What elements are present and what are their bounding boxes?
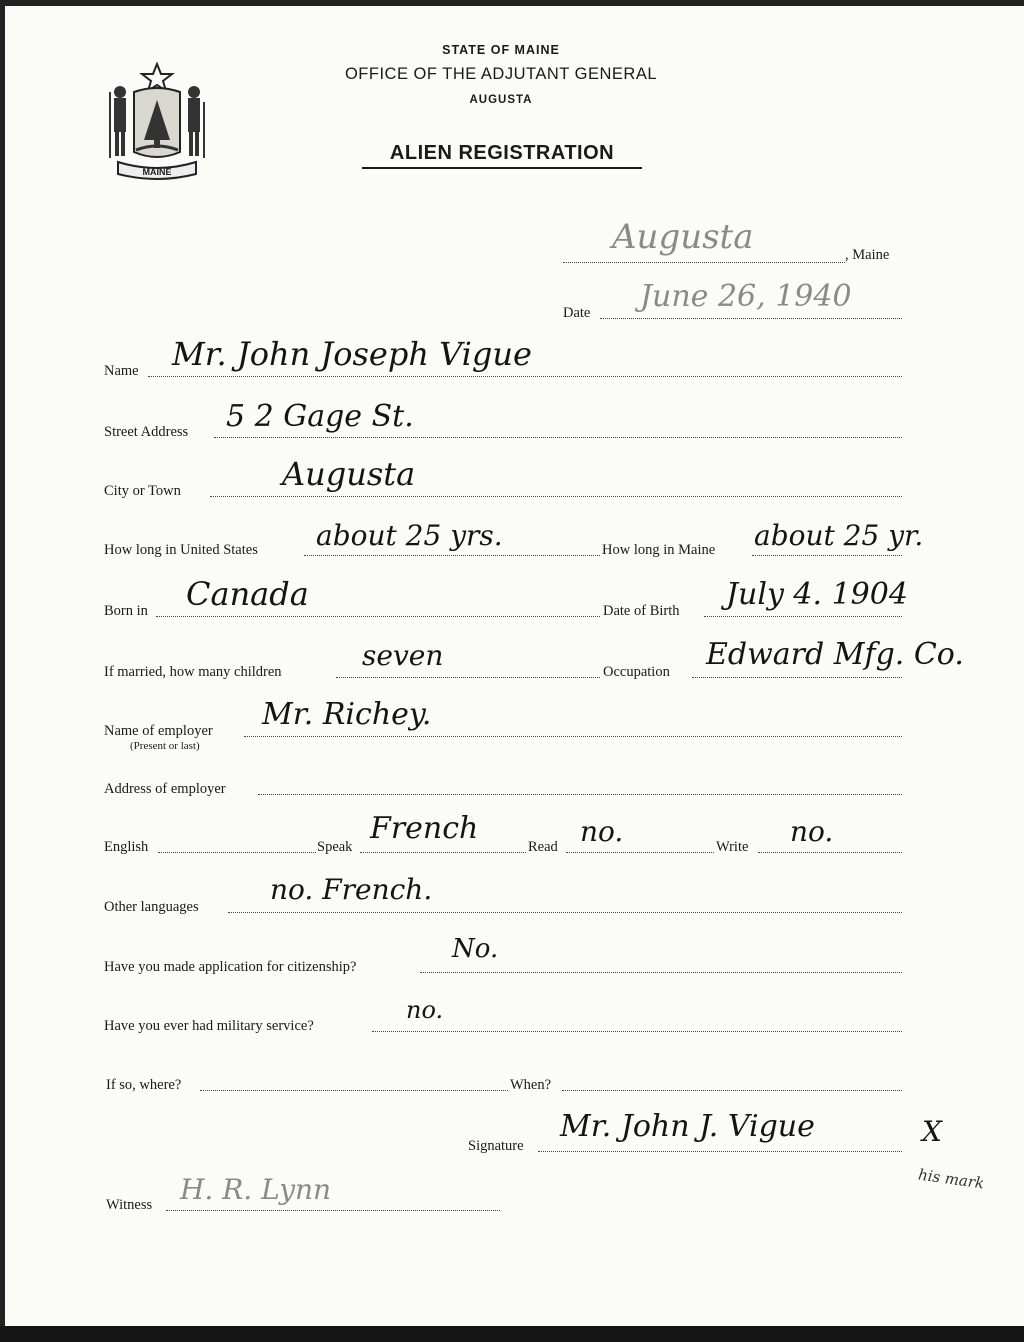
employer-entry: Mr. Richey.: [262, 697, 432, 732]
born-in-label: Born in: [104, 603, 148, 619]
military-entry: no.: [406, 996, 444, 1024]
date-label: Date: [563, 305, 591, 321]
children-label: If married, how many children: [104, 664, 282, 680]
english-label: English: [104, 839, 149, 855]
his-mark-note: his mark: [917, 1165, 986, 1193]
witness-entry: H. R. Lynn: [180, 1173, 332, 1206]
dob-entry: July 4. 1904: [726, 577, 908, 612]
english-line: [158, 852, 316, 853]
where-label: If so, where?: [106, 1077, 182, 1093]
children-entry: seven: [362, 639, 444, 672]
occupation-label: Occupation: [603, 664, 670, 680]
when-label: When?: [510, 1077, 552, 1093]
signature-entry: Mr. John J. Vigue: [560, 1109, 815, 1144]
where-line: [200, 1090, 508, 1091]
citizenship-entry: No.: [452, 934, 499, 964]
born-in-line: [156, 616, 600, 617]
dob-label: Date of Birth: [603, 603, 680, 619]
years-us-entry: about 25 yrs.: [316, 519, 503, 552]
header-city: AUGUSTA: [469, 94, 533, 106]
scan-border-top: [0, 0, 1024, 6]
occupation-line: [692, 677, 902, 678]
name-entry: Mr. John Joseph Vigue: [172, 335, 532, 373]
signature-line: [538, 1151, 902, 1152]
citizenship-label: Have you made application for citizenship?: [104, 959, 357, 975]
years-maine-entry: about 25 yr.: [754, 519, 924, 552]
employer-address-line: [258, 794, 902, 795]
speak-line: [360, 852, 526, 853]
employer-line: [244, 736, 902, 737]
read-entry: no.: [580, 815, 624, 848]
military-line: [372, 1031, 902, 1032]
years-us-label: How long in United States: [104, 542, 258, 558]
name-line: [148, 376, 902, 377]
other-languages-label: Other languages: [104, 899, 199, 915]
witness-line: [166, 1210, 500, 1211]
street-entry: 5 2 Gage St.: [226, 399, 414, 434]
city-line: [210, 496, 902, 497]
speak-label: Speak: [317, 839, 353, 855]
children-line: [336, 677, 600, 678]
military-label: Have you ever had military service?: [104, 1018, 314, 1034]
place-entry: Augusta: [612, 217, 754, 257]
employer-address-label: Address of employer: [104, 781, 226, 797]
other-languages-line: [228, 912, 902, 913]
employer-label: Name of employer: [104, 723, 213, 739]
other-languages-entry: no. French.: [270, 873, 433, 906]
name-label: Name: [104, 363, 139, 379]
date-line: [600, 318, 902, 319]
years-maine-line: [752, 555, 902, 556]
born-in-entry: Canada: [186, 575, 309, 613]
write-label: Write: [716, 839, 749, 855]
dob-line: [704, 616, 902, 617]
citizenship-line: [420, 972, 902, 973]
years-us-line: [304, 555, 600, 556]
place-suffix-label: , Maine: [845, 247, 890, 263]
witness-label: Witness: [106, 1197, 153, 1213]
seal-banner-text: MAINE: [142, 167, 172, 177]
speak-entry: French: [370, 811, 479, 846]
place-line: [563, 262, 845, 263]
form-title: ALIEN REGISTRATION: [362, 142, 642, 169]
write-entry: no.: [790, 815, 834, 848]
occupation-entry: Edward Mfg. Co.: [706, 637, 964, 672]
header-state: STATE OF MAINE: [442, 43, 560, 57]
when-line: [562, 1090, 902, 1091]
city-entry: Augusta: [282, 455, 416, 493]
city-label: City or Town: [104, 483, 181, 499]
street-label: Street Address: [104, 424, 189, 440]
years-maine-label: How long in Maine: [602, 542, 716, 558]
signature-mark: X: [922, 1115, 942, 1148]
read-line: [566, 852, 714, 853]
employer-sublabel: (Present or last): [130, 740, 200, 752]
signature-label: Signature: [468, 1138, 524, 1154]
date-entry: June 26, 1940: [640, 279, 852, 314]
scan-border-left: [0, 0, 5, 1342]
header-office: OFFICE OF THE ADJUTANT GENERAL: [344, 65, 658, 83]
read-label: Read: [528, 839, 558, 855]
scan-border-bottom: [0, 1326, 1024, 1342]
street-line: [214, 437, 902, 438]
write-line: [758, 852, 902, 853]
